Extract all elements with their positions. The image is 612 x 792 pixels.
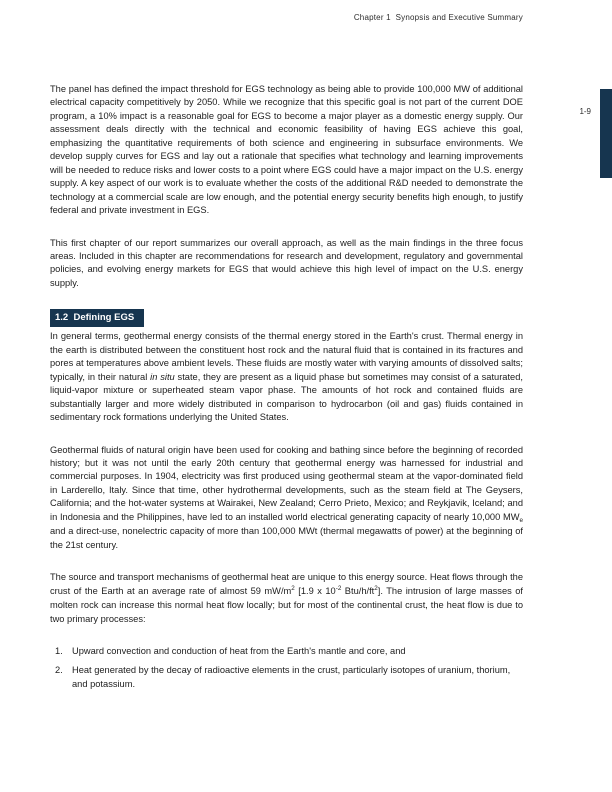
- section-heading-defining-egs: 1.2 Defining EGS: [50, 309, 144, 327]
- running-header: Chapter 1 Synopsis and Executive Summary: [353, 13, 523, 22]
- list-item-number: 2.: [55, 665, 63, 676]
- section-heading-row: [50, 309, 523, 327]
- list-item-text: Upward convection and conduction of heat from the Earth's mantle and core, and: [72, 645, 406, 656]
- text-segment: state, they are present as a liquid phase but sometimes may consist of a saturated, liquid-vapor mixture or superheated steam vapor phase. The amounts of hot rock and contained fluids are substantially larger and more widely distributed in comparison to hydrocarbon (oil and gas) fluids contained in sedimentary rock formations underlying the United States.: [50, 371, 523, 423]
- text-segment: [1.9 x 10: [294, 585, 336, 596]
- paragraph-geothermal-energy-definition: [50, 330, 523, 424]
- text-segment: ]. The intrusion of large masses of molten rock can increase this normal heat flow locally; but for most of the continental crust, the heat flow is due to two primary processes:: [50, 585, 523, 624]
- subscript-e: e: [519, 516, 523, 524]
- text-segment: Btu/h/ft: [341, 585, 375, 596]
- list-item: [50, 645, 523, 658]
- text-segment: The source and transport mechanisms of geothermal heat are unique to this energy source. Heat flows through the crust of the Earth at an average rate of almost 59 mW/m: [50, 572, 523, 596]
- text-segment: In general terms, geothermal energy consists of the thermal energy stored in the Earth's crust. Thermal energy in the earth is distributed between the constituent host rock and the natural fluid that is contained in its fractures and pores at temperatures above ambient levels. These fluids are mostly water with varying amounts of dissolved salts; typically, in their natural: [50, 331, 523, 382]
- superscript-2: 2: [291, 585, 295, 593]
- paragraph-geothermal-history: [50, 444, 523, 553]
- text-segment: and a direct-use, nonelectric capacity of more than 100,000 MWt (thermal megawatts of power) at the beginning of the 21st century.: [50, 526, 523, 550]
- in-situ-italic: in situ: [150, 371, 175, 382]
- list-item: [50, 664, 523, 691]
- chapter-edge-tab: [600, 89, 612, 178]
- paragraph-impact-threshold: The panel has defined the impact threshold for EGS technology as being able to provide 100,000 MW of additional electrical capacity competitively by 2050. While we recognize that this specific goal is not part of the current DOE program, a 10% impact is a reasonable goal for EGS to become a major player as a domestic energy supply. Our assessment deals directly with the technical and economic feasibility of having EGS achieve this goal, emphasizing the quantitative requirements of both science and engineering in subsurface environments. We develop supply curves for EGS and lay out a rationale that specifies what technology and learning improvements will be needed to reduce risks and lower costs to a point where EGS could have a major impact on the U.S. energy supply. A key aspect of our work is to evaluate whether the costs of the additional R&D needed to demonstrate the technology at a commercial scale are low enough, and the potential energy security benefits high enough, to justify federal and private investment in EGS.: [50, 84, 523, 216]
- paragraph-heat-flow: [50, 571, 523, 626]
- page-number: 1-9: [579, 107, 591, 116]
- page-body: [50, 83, 523, 697]
- paragraph-chapter-summary: This first chapter of our report summarizes our overall approach, as well as the main findings in the three focus areas. Included in this chapter are recommendations for research and development, regulatory and governmental policies, and evolving energy markets for EGS that would achieve this high level of impact on the U.S. energy supply.: [50, 237, 523, 288]
- superscript-2: 2: [374, 585, 378, 593]
- numbered-list: [50, 645, 523, 691]
- superscript-minus-2: -2: [335, 585, 342, 593]
- text-segment: Geothermal fluids of natural origin have been used for cooking and bathing since before the beginning of recorded history; but it was not until the early 20th century that geothermal energy was harnessed for industrial and commercial purposes. In 1904, electricity was first produced using geothermal steam at the vapor-dominated field in Larderello, Italy. Since that time, other hydrothermal developments, such as the steam field at The Geysers, California; and the hot-water systems at Wairakei, New Zealand; Cerro Prieto, Mexico; and Reykjavik, Iceland; and in Indonesia and the Philippines, have led to an installed world electrical generating capacity of nearly 10,000 MW: [50, 444, 523, 522]
- list-item-number: 1.: [55, 645, 63, 656]
- list-item-text: Heat generated by the decay of radioactive elements in the crust, particularly isotopes of uranium, thorium, and potassium.: [72, 665, 511, 689]
